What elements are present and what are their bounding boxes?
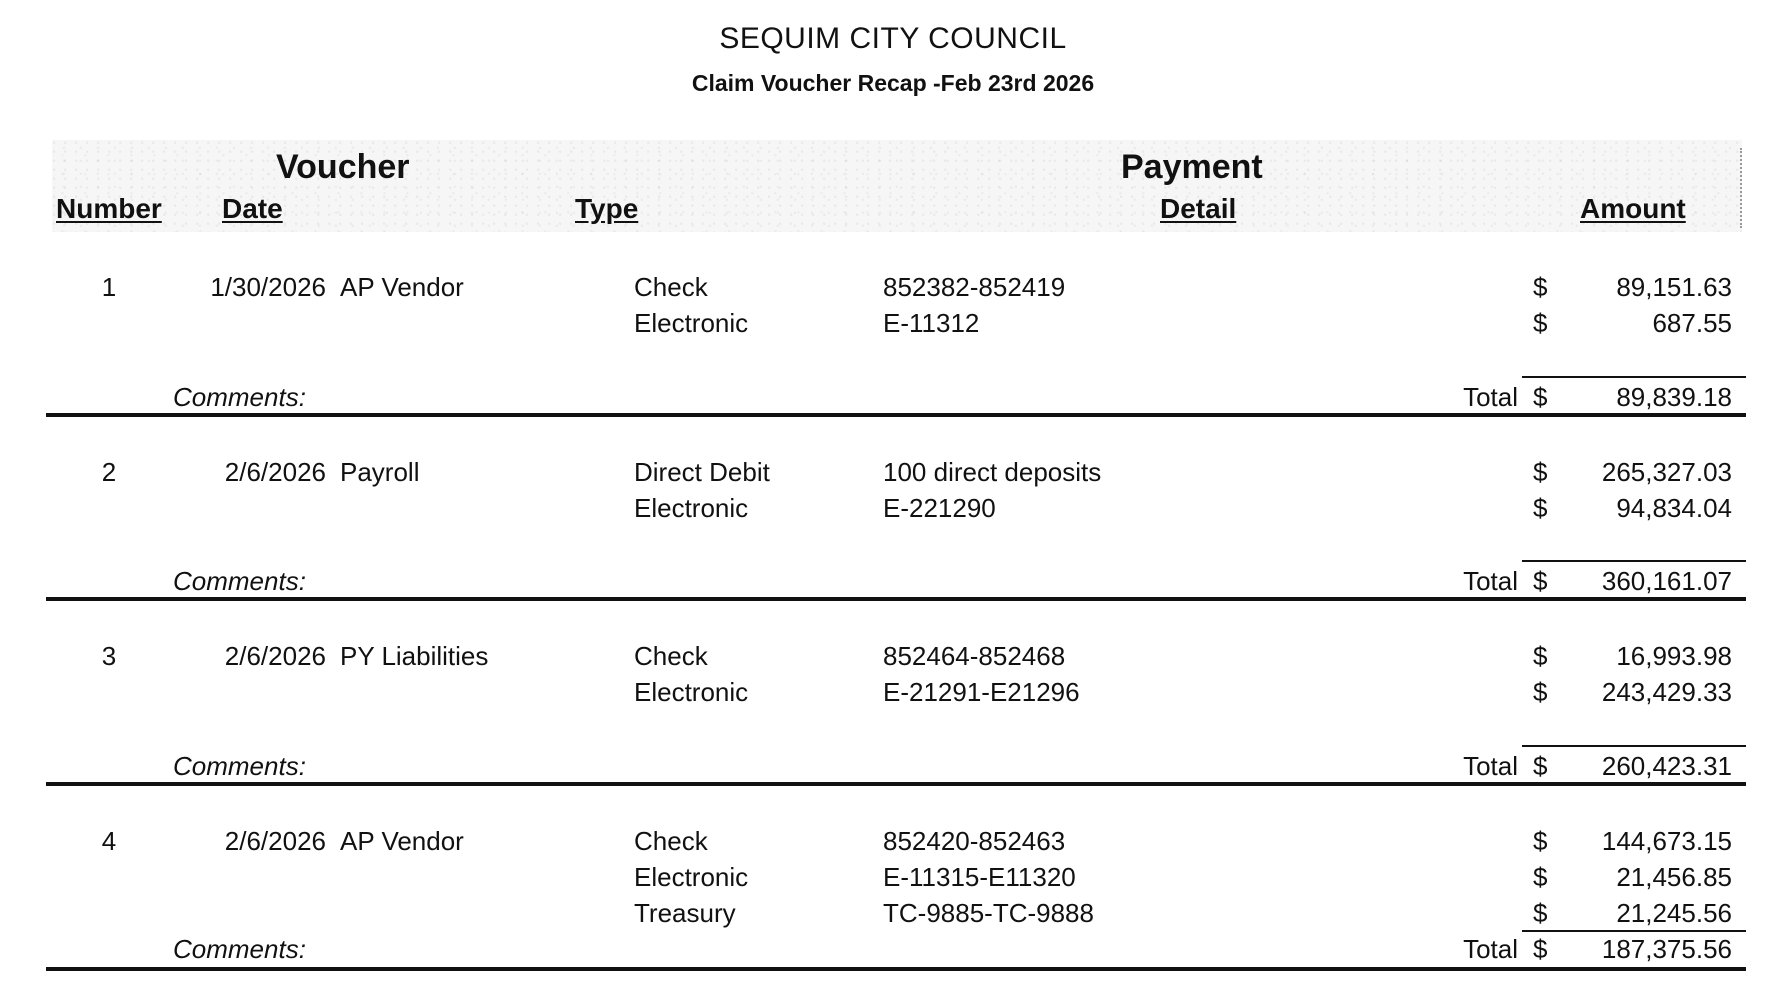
payment-type: Electronic (634, 308, 749, 338)
comments-label: Comments: (173, 751, 306, 781)
header-col-number: Number (56, 193, 162, 224)
payment-type: Electronic (634, 493, 749, 523)
voucher-date: 2/6/2026 (224, 457, 326, 487)
total-label: Total (1463, 934, 1518, 964)
currency-symbol: $ (1533, 641, 1548, 671)
comments-label: Comments: (173, 934, 306, 964)
payment-type: Check (634, 641, 708, 671)
subtotal-rule (1522, 376, 1746, 378)
payment-amount: 21,456.85 (1616, 862, 1732, 892)
payment-amount: 21,245.56 (1616, 898, 1732, 928)
payment-detail: 852382-852419 (883, 272, 1066, 302)
payment-detail: TC-9885-TC-9888 (883, 898, 1094, 928)
voucher-divider (46, 967, 1746, 971)
currency-symbol: $ (1533, 826, 1548, 856)
voucher-number: 2 (101, 457, 117, 487)
currency-symbol: $ (1533, 272, 1548, 302)
voucher-divider (46, 597, 1746, 601)
document-title: SEQUIM CITY COUNCIL (719, 22, 1067, 55)
payment-detail: E-11312 (883, 308, 980, 338)
payment-amount: 16,993.98 (1616, 641, 1732, 671)
voucher-category: AP Vendor (340, 272, 464, 302)
voucher-date: 2/6/2026 (224, 826, 326, 856)
voucher-category: PY Liabilities (340, 641, 489, 671)
header-group-payment: Payment (1121, 148, 1263, 186)
total-label: Total (1463, 751, 1518, 781)
voucher-category: AP Vendor (340, 826, 464, 856)
voucher-total: 360,161.07 (1601, 566, 1732, 596)
header-col-detail: Detail (1160, 193, 1237, 224)
payment-type: Check (634, 272, 708, 302)
voucher-number: 3 (101, 641, 117, 671)
voucher-total: 187,375.56 (1601, 934, 1732, 964)
voucher-divider (46, 782, 1746, 786)
currency-symbol: $ (1533, 934, 1548, 964)
currency-symbol: $ (1533, 493, 1548, 523)
header-band-edge (1738, 148, 1742, 228)
payment-amount: 243,429.33 (1601, 677, 1732, 707)
comments-label: Comments: (173, 382, 306, 412)
payment-amount: 265,327.03 (1601, 457, 1732, 487)
payment-type: Check (634, 826, 708, 856)
voucher-date: 1/30/2026 (210, 272, 326, 302)
header-col-type: Type (575, 193, 639, 224)
currency-symbol: $ (1533, 751, 1548, 781)
subtotal-rule (1522, 745, 1746, 747)
payment-type: Treasury (634, 898, 736, 928)
subtotal-rule (1522, 560, 1746, 562)
currency-symbol: $ (1533, 457, 1548, 487)
currency-symbol: $ (1533, 382, 1548, 412)
payment-detail: E-221290 (883, 493, 996, 523)
voucher-category: Payroll (340, 457, 420, 487)
header-col-amount: Amount (1580, 193, 1686, 224)
payment-detail: 852464-852468 (883, 641, 1066, 671)
total-label: Total (1463, 566, 1518, 596)
comments-label: Comments: (173, 566, 306, 596)
voucher-date: 2/6/2026 (224, 641, 326, 671)
subtotal-rule (1522, 930, 1746, 932)
payment-amount: 144,673.15 (1601, 826, 1732, 856)
header-group-voucher: Voucher (276, 148, 410, 186)
header-col-date: Date (222, 193, 283, 224)
payment-detail: E-11315-E11320 (883, 862, 1076, 892)
payment-amount: 94,834.04 (1616, 493, 1732, 523)
currency-symbol: $ (1533, 677, 1548, 707)
payment-amount: 687.55 (1652, 308, 1732, 338)
voucher-total: 260,423.31 (1601, 751, 1732, 781)
payment-detail: E-21291-E21296 (883, 677, 1080, 707)
voucher-number: 1 (101, 272, 117, 302)
currency-symbol: $ (1533, 862, 1548, 892)
total-label: Total (1463, 382, 1518, 412)
payment-type: Direct Debit (634, 457, 770, 487)
currency-symbol: $ (1533, 898, 1548, 928)
voucher-number: 4 (101, 826, 117, 856)
currency-symbol: $ (1533, 308, 1548, 338)
voucher-total: 89,839.18 (1616, 382, 1732, 412)
payment-type: Electronic (634, 677, 749, 707)
payment-type: Electronic (634, 862, 749, 892)
document-subtitle: Claim Voucher Recap -Feb 23rd 2026 (691, 70, 1095, 96)
payment-detail: 100 direct deposits (883, 457, 1102, 487)
currency-symbol: $ (1533, 566, 1548, 596)
payment-detail: 852420-852463 (883, 826, 1066, 856)
voucher-divider (46, 413, 1746, 417)
payment-amount: 89,151.63 (1616, 272, 1732, 302)
